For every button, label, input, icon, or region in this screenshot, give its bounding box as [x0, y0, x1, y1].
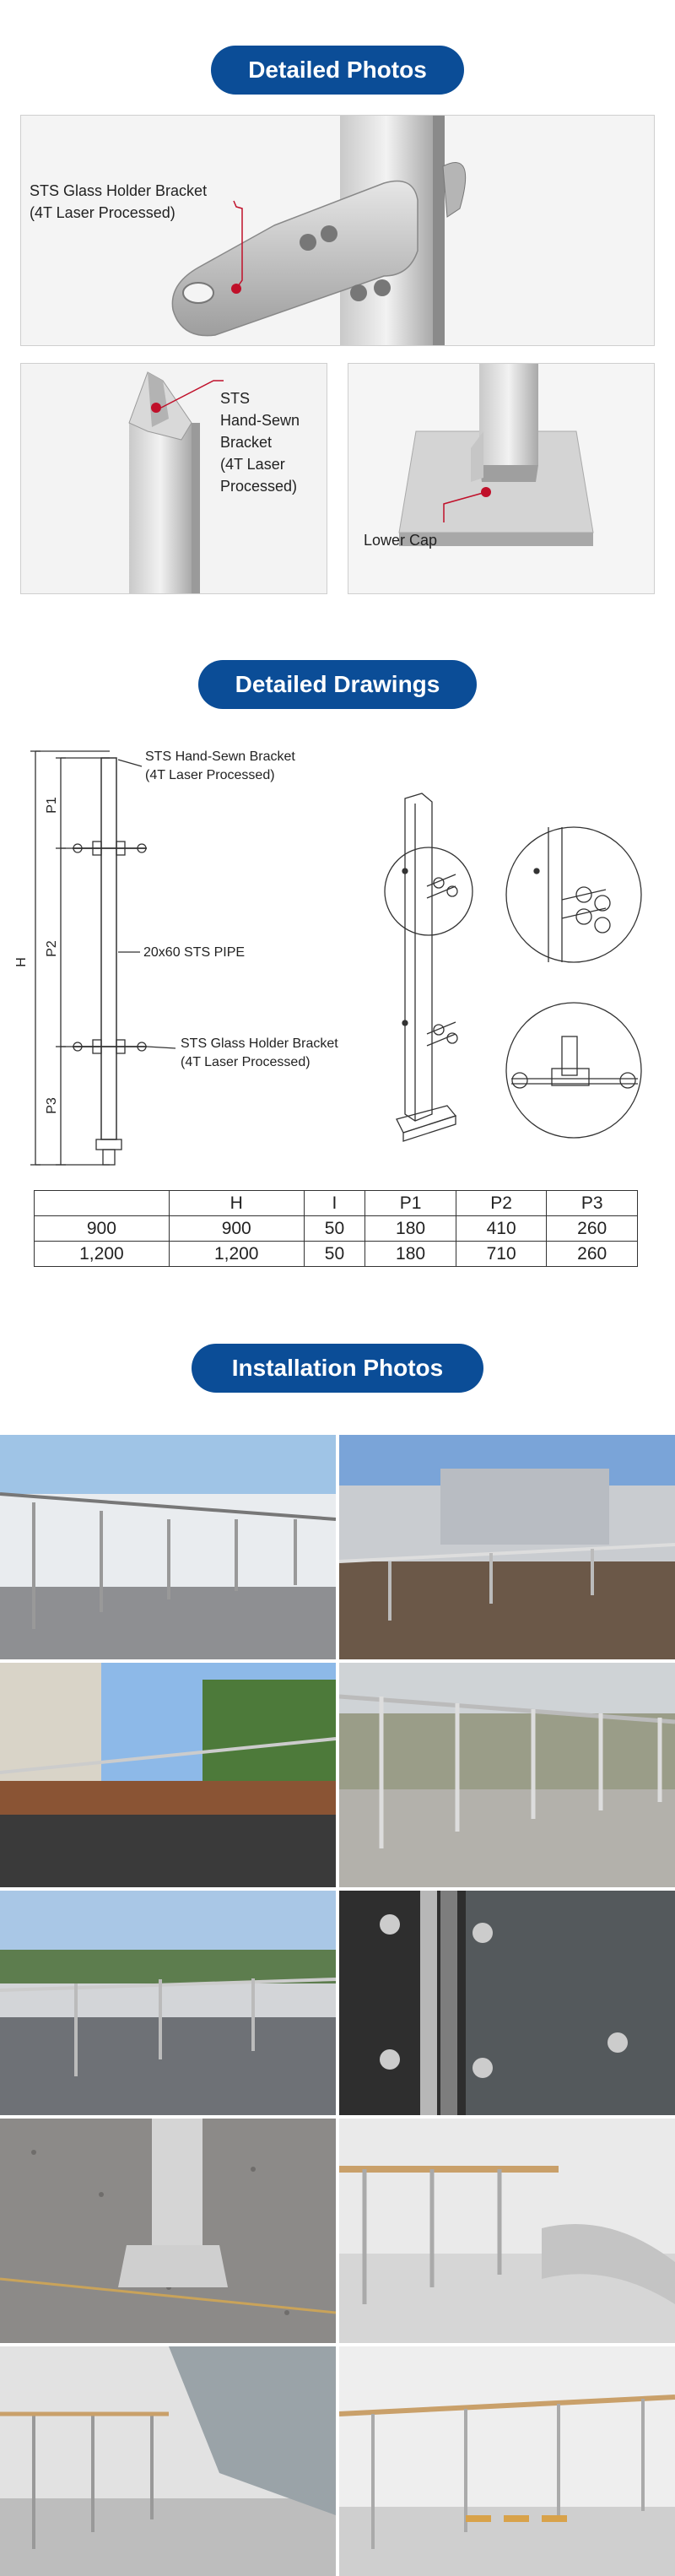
- spec-header-cell: [35, 1191, 170, 1216]
- installation-photo-3: [0, 1663, 336, 1887]
- hand-sewn-label-line2: Hand-Sewn: [220, 412, 300, 430]
- installation-photo-6: [339, 1891, 675, 2115]
- dim-h-label: H: [14, 957, 29, 967]
- table-row: [35, 1242, 638, 1267]
- dim-p3-label: P3: [45, 1097, 59, 1114]
- installation-photo-10: [339, 2346, 675, 2576]
- spec-cell: 900: [35, 1216, 170, 1242]
- spec-cell: 180: [365, 1216, 456, 1242]
- hand-sewn-label-line4: (4T Laser: [220, 456, 285, 474]
- drawing-glass-holder-line2: (4T Laser Processed): [181, 1055, 310, 1070]
- spec-cell: 180: [365, 1242, 456, 1267]
- installation-photo-2: [339, 1435, 675, 1659]
- photo-hand-sewn-bracket: [20, 363, 327, 594]
- drawing-glass-holder-line1: STS Glass Holder Bracket: [181, 1036, 338, 1051]
- technical-drawing: [0, 734, 675, 1182]
- glass-holder-label-line1: STS Glass Holder Bracket: [30, 182, 208, 199]
- section-title-installation-photos: Installation Photos: [192, 1344, 483, 1393]
- spec-cell: 410: [456, 1216, 547, 1242]
- installation-photo-5: [0, 1891, 336, 2115]
- installation-photo-9: [0, 2346, 336, 2576]
- lower-cap-label: Lower Cap: [364, 532, 438, 549]
- table-row: [35, 1216, 638, 1242]
- spec-cell: 1,200: [35, 1242, 170, 1267]
- installation-photo-7: [0, 2119, 336, 2343]
- spec-header-cell: I: [304, 1191, 365, 1216]
- spec-header-cell: P1: [365, 1191, 456, 1216]
- spec-table-header: [35, 1191, 638, 1216]
- glass-holder-bracket-illustration: [21, 116, 655, 346]
- hand-sewn-label-line5: Processed): [220, 478, 298, 495]
- installation-photo-8: [339, 2119, 675, 2343]
- drawing-hand-sewn-line2: (4T Laser Processed): [145, 768, 275, 783]
- spec-cell: 260: [547, 1216, 638, 1242]
- hand-sewn-label-line1: STS: [220, 390, 251, 407]
- glass-holder-label: [30, 180, 207, 224]
- drawing-glass-holder-label: [181, 1035, 338, 1073]
- dim-p1-label: P1: [45, 797, 59, 814]
- hand-sewn-label-line3: Bracket: [220, 434, 273, 452]
- spec-cell: 50: [304, 1216, 365, 1242]
- drawing-hand-sewn-label: [145, 748, 295, 786]
- section-title-detailed-photos: Detailed Photos: [211, 46, 464, 95]
- spec-cell: 710: [456, 1242, 547, 1267]
- spec-cell: 1,200: [169, 1242, 304, 1267]
- installation-photo-1: [0, 1435, 336, 1659]
- spec-cell: 900: [169, 1216, 304, 1242]
- section-title-detailed-drawings: Detailed Drawings: [198, 660, 477, 709]
- spec-header-cell: H: [169, 1191, 304, 1216]
- drawing-pipe-label: 20x60 STS PIPE: [143, 945, 246, 960]
- spec-cell: 260: [547, 1242, 638, 1267]
- installation-photo-4: [339, 1663, 675, 1887]
- drawing-hand-sewn-line1: STS Hand-Sewn Bracket: [145, 750, 295, 764]
- dim-p2-label: P2: [45, 940, 59, 957]
- photo-glass-holder-bracket: [20, 115, 655, 346]
- glass-holder-label-line2: (4T Laser Processed): [30, 204, 176, 222]
- spec-table: [34, 1190, 638, 1267]
- spec-header-cell: P2: [456, 1191, 547, 1216]
- photo-lower-cap: [348, 363, 655, 594]
- lower-cap-illustration: [348, 364, 655, 594]
- spec-cell: 50: [304, 1242, 365, 1267]
- spec-header-cell: P3: [547, 1191, 638, 1216]
- hand-sewn-label: [220, 387, 300, 497]
